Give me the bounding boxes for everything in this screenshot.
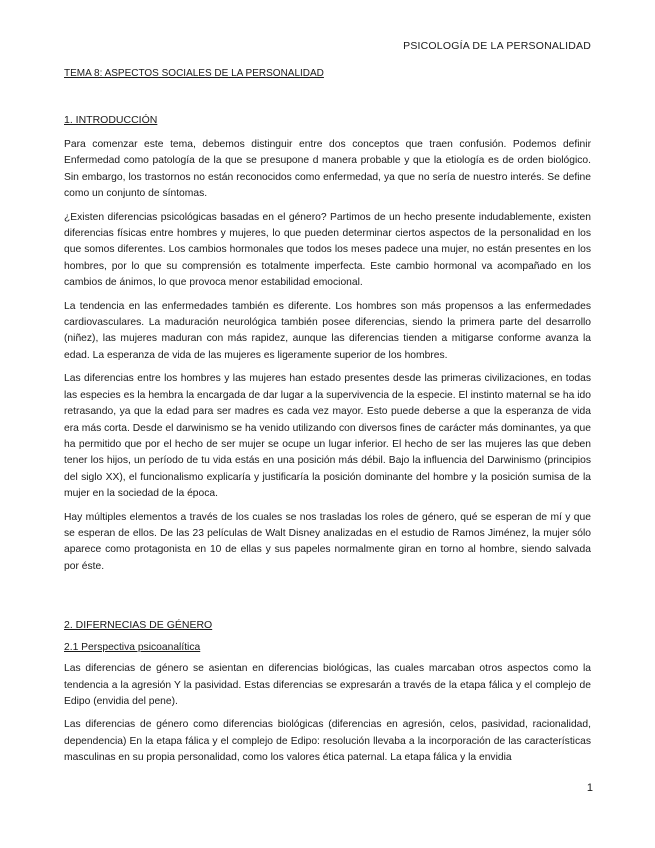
page-body (64, 68, 591, 767)
paragraph: Hay múltiples elementos a través de los cuales se nos trasladas los roles de género, qué se esperan de mí y que se esperan de ellos. De las 23 películas de Walt Disney analizadas en el estudio de Ramos Jiménez, la mujer sólo aparece como protagonista en 10 de ellas y sus papeles normalmente giran en torno al hombre, siendo salvada por éste. (64, 511, 591, 572)
section-spacer (64, 575, 591, 619)
paragraph: La tendencia en las enfermedades también es diferente. Los hombres son más propensos a las enfermedades cardiovasculares. La maduración neurológica también posee diferencias, siendo la primera parte del desarrollo (niñez), las mujeres maduran con más rapidez, aunque las diferencias tienden a mitigarse conforme avanza la edad. La esperanza de vida de las mujeres es ligeramente superior de los hombres. (64, 300, 591, 361)
running-header: PSICOLOGÍA DE LA PERSONALIDAD (403, 40, 591, 52)
paragraph: Las diferencias de género como diferencias biológicas (diferencias en agresión, celos, pasividad, racionalidad, dependencia) En la etapa fálica y el complejo de Edipo: resolución llevaba a la incorporación de las características masculinas en su propia personalidad, como los valores ética paternal. La etapa fálica y la envidia (64, 719, 591, 764)
section-heading-introduccion: 1. INTRODUCCIÓN (64, 114, 158, 126)
paragraph: Para comenzar este tema, debemos distinguir entre dos conceptos que traen confusión. Podemos definir Enfermedad como patología de la que se presupone d manera probable y que la etiología es de orden biológico. Sin embargo, los trastornos no están reconocidos como enfermedad, ya que no sería de nuestro interés. Se define como un conjunto de síntomas. (64, 139, 591, 200)
paragraph: Las diferencias de género se asientan en diferencias biológicas, las cuales marcaban otros aspectos como la tendencia a la agresión Y la pasividad. Estas diferencias se expresarán a través de la etapa fálica y el complejo de Edipo (envidia del pene). (64, 663, 591, 707)
paragraph: Las diferencias entre los hombres y las mujeres han estado presentes desde las primeras civilizaciones, en todas las especies es la hembra la encargada de dar lugar a la supervivencia de la especie. El instinto maternal se ha ido retrasando, ya que la edad para ser madres es cada vez mayor. Esto puede deberse a que la esperanza de vida era más corta. Desde el darwinismo se ha venido utilizando con diversos fines de carácter más dominantes, ya que ha permitido que por el hecho de ser mujer se ocupe un lugar inferior. El hecho de ser las mujeres las que deben tener los hijos, un período de tu vida estás en una posición más débil. Bajo la influencia del Darwinismo (principios del siglo XX), el funcionalismo explicaría y justificaría la posición dominante del hombre y la posición sumisa de la mujer en la sociedad de la época. (64, 373, 591, 500)
subsection-heading: 2.1 Perspectiva psicoanalítica (64, 642, 201, 654)
document-title: TEMA 8: ASPECTOS SOCIALES DE LA PERSONALIDAD (64, 68, 324, 79)
page-number: 1 (586, 782, 593, 794)
section-heading-diferencias: 2. DIFERNECIAS DE GÉNERO (64, 619, 213, 632)
paragraph: ¿Existen diferencias psicológicas basadas en el género? Partimos de un hecho presente indudablemente, existen diferencias físicas entre hombres y mujeres, lo que pueden determinar ciertos aspectos de la personalidad en los que somos diferentes. Los cambios hormonales que todos los meses padece una mujer, no están presentes en los hombres, por lo que su comprensión es totalmente imperfecta. Este cambio hormonal va acompañado en los cambios de ánimos, lo que provoca menor estabilidad emocional. (64, 211, 591, 289)
